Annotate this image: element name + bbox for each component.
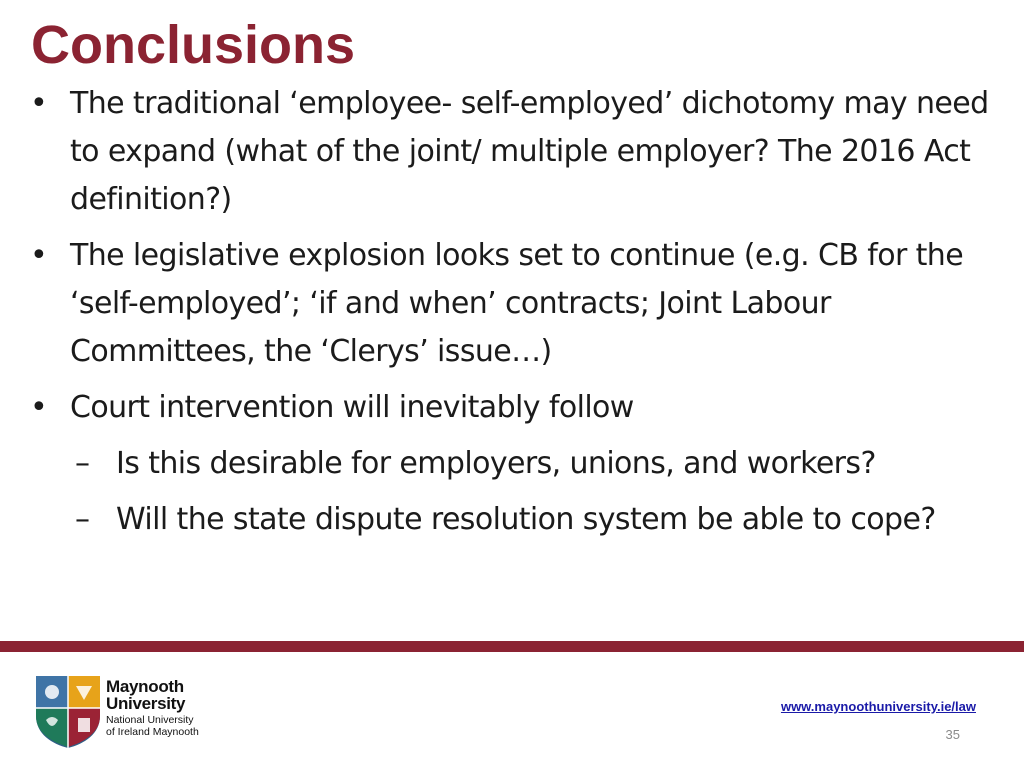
logo-subtitle-line1: National University	[106, 714, 194, 726]
logo-subtitle-line2: of Ireland Maynooth	[106, 726, 199, 738]
dash-marker: –	[75, 446, 90, 481]
sub-bullet-text: Will the state dispute resolution system be able to cope?	[116, 502, 936, 537]
bullet-list	[30, 80, 1015, 552]
university-crest-icon	[36, 676, 100, 748]
university-law-link[interactable]: www.maynoothuniversity.ie/law	[780, 699, 976, 714]
bullet-marker: •	[30, 390, 48, 425]
bullet-text: The traditional ‘employee- self-employed’ dichotomy may need to expand (what of the joint/ multiple employer? The 2016 Act definition?)	[70, 86, 989, 217]
bullet-marker: •	[30, 86, 48, 121]
sub-bullet-text: Is this desirable for employers, unions, and workers?	[116, 446, 876, 481]
dash-marker: –	[75, 502, 90, 537]
bullet-text: The legislative explosion looks set to continue (e.g. CB for the ‘self-employed’; ‘if and when’ contracts; Joint Labour Committees, the ‘Clerys’ issue…)	[70, 238, 964, 369]
page-number: 35	[945, 727, 960, 742]
logo-name-line2: University	[106, 694, 186, 713]
bullet-marker: •	[30, 238, 48, 273]
slide-title: Conclusions	[31, 15, 356, 75]
bullet-item	[30, 80, 1015, 224]
bullet-item	[30, 384, 1015, 432]
bullet-item	[30, 232, 1015, 376]
sub-bullet-item	[30, 440, 1015, 488]
sub-bullet-item	[30, 496, 1015, 544]
university-logo	[106, 678, 199, 738]
footer-divider	[0, 641, 1024, 652]
logo-name-line1: Maynooth	[106, 677, 184, 696]
bullet-text: Court intervention will inevitably follow	[70, 390, 634, 425]
